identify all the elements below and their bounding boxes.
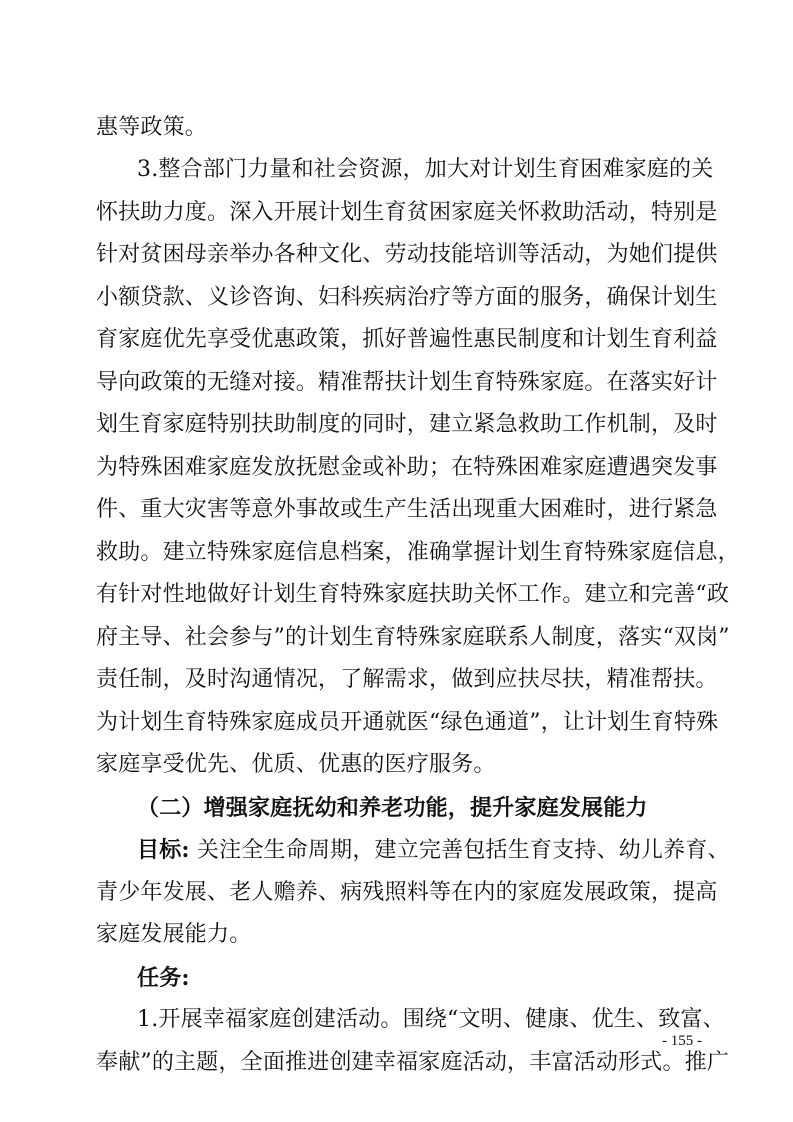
- text-line-8: 划生育家庭特别扶助制度的同时，建立紧急救助工作机制，及时: [96, 412, 718, 437]
- task-line-2: 奉献”的主题，全面推进创建幸福家庭活动，丰富活动形式。推广: [96, 1050, 730, 1075]
- text-line-15: 为计划生育特殊家庭成员开通就医“绿色通道”，让计划生育特殊: [96, 710, 719, 735]
- goal-line-1: [137, 834, 730, 867]
- task-line-1: 1.开展幸福家庭创建活动。围绕“文明、健康、优生、致富、: [137, 1007, 725, 1032]
- section-heading: （二）增强家庭抚幼和养老功能，提升家庭发展能力: [137, 795, 648, 821]
- text-line-9: 为特殊困难家庭发放抚慰金或补助；在特殊困难家庭遭遇突发事: [96, 455, 718, 480]
- text-line-12: 有针对性地做好计划生育特殊家庭扶助关怀工作。建立和完善“政: [96, 582, 730, 607]
- task-label: 任务:: [137, 965, 190, 991]
- text-line-7: 导向政策的无缝对接。精准帮扶计划生育特殊家庭。在落实好计: [96, 370, 718, 395]
- page-number: - 155 -: [662, 1033, 702, 1049]
- text-line-1: 惠等政策。: [96, 115, 208, 140]
- text-line-16: 家庭享受优先、优质、优惠的医疗服务。: [96, 752, 496, 777]
- goal-label: 目标:: [137, 837, 190, 863]
- text-line-5: 小额贷款、义诊咨询、妇科疾病治疗等方面的服务，确保计划生: [96, 285, 718, 310]
- goal-line-2: 青少年发展、老人赡养、病残照料等在内的家庭发展政策，提高: [96, 880, 718, 905]
- text-line-3: 怀扶助力度。深入开展计划生育贫困家庭关怀救助活动，特别是: [96, 200, 718, 225]
- text-line-14: 责任制，及时沟通情况，了解需求，做到应扶尽扶，精准帮扶。: [96, 667, 718, 692]
- text-line-4: 针对贫困母亲举办各种文化、劳动技能培训等活动，为她们提供: [96, 242, 718, 267]
- text-line-13: 府主导、社会参与”的计划生育特殊家庭联系人制度，落实“双岗”: [96, 625, 730, 650]
- goal-line-3: 家庭发展能力。: [96, 922, 252, 947]
- text-line-11: 救助。建立特殊家庭信息档案，准确掌握计划生育特殊家庭信息，: [96, 540, 740, 565]
- text-line-10: 件、重大灾害等意外事故或生产生活出现重大困难时，进行紧急: [96, 497, 718, 522]
- goal-text-1: 关注全生命周期，建立完善包括生育支持、幼儿养育、: [189, 838, 730, 863]
- text-line-2: 3.整合部门力量和社会资源，加大对计划生育困难家庭的关: [137, 157, 714, 182]
- text-line-6: 育家庭优先享受优惠政策，抓好普遍性惠民制度和计划生育利益: [96, 327, 718, 352]
